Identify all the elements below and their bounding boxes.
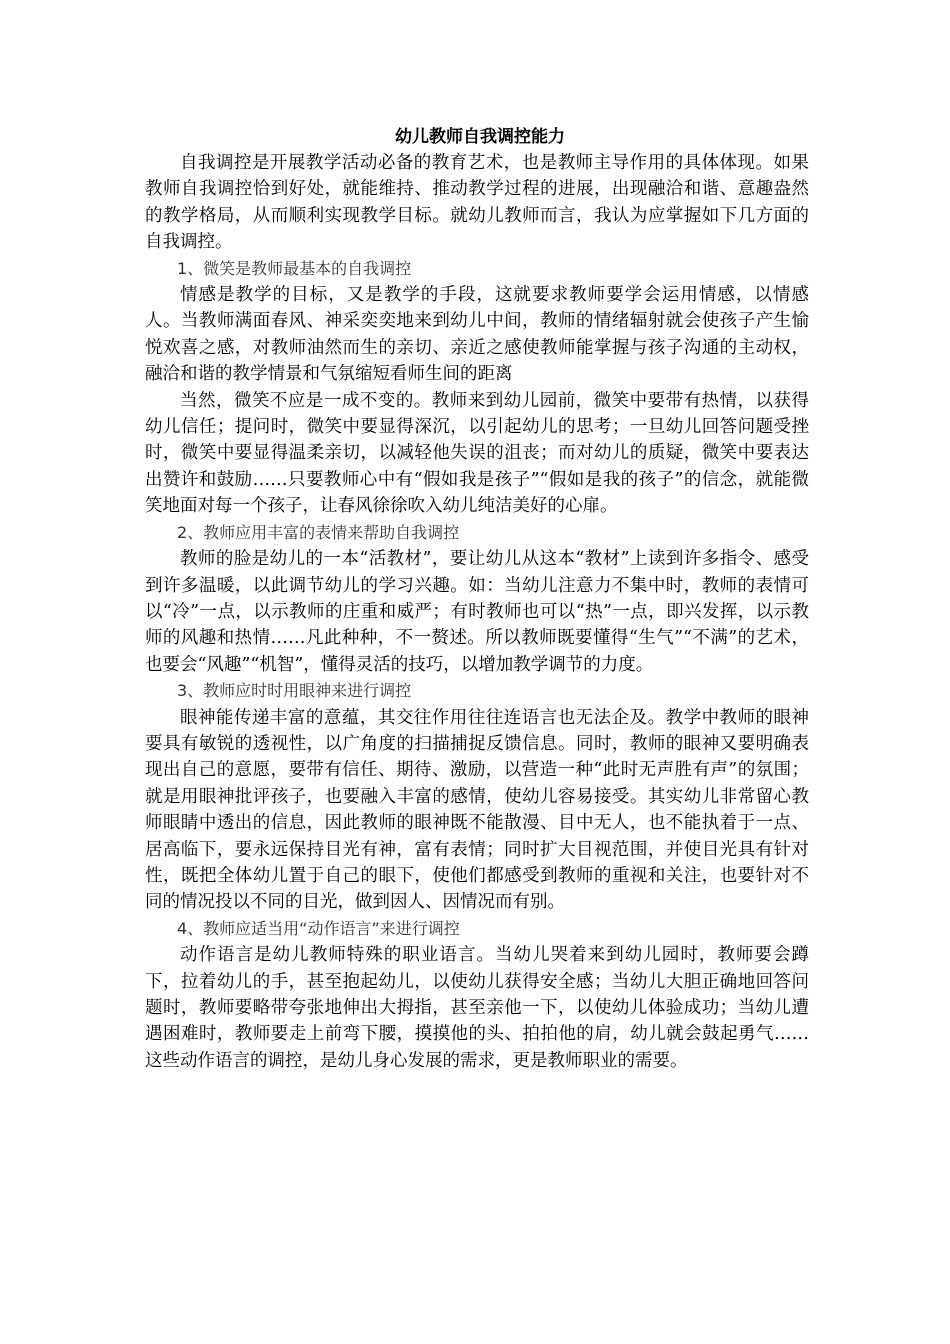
section-1-paragraph-1: 情感是教学的目标，又是教学的手段，这就要求教师要学会运用情感，以情感人。当教师满面春风、神采奕奕地来到幼儿中间，教师的情绪辐射就会使孩子产生愉悦欢喜之感，对教师油然而生的亲切、亲近之感使教师能掌握与孩子沟通的主动权，融洽和谐的教学情景和气氛缩短看师生间的距离 xyxy=(145,285,809,385)
section-heading-2: 2、教师应用丰富的表情来帮助自我调控 xyxy=(177,522,460,542)
section-heading-3: 3、教师应时时用眼神来进行调控 xyxy=(177,681,412,701)
section-3-paragraph-1: 眼神能传递丰富的意蕴，其交往作用往往连语言也无法企及。教学中教师的眼神要具有敏锐的透视性，以广角度的扫描捕捉反馈信息。同时，教师的眼神又要明确表现出自己的意愿，要带有信任、期待、激励，以营造一种“此时无声胜有声”的氛围；就是用眼神批评孩子，也要融入丰富的感情，使幼儿容易接受。其实幼儿非常留心教师眼睛中透出的信息，因此教师的眼神既不能散漫、目中无人，也不能执着于一点、居高临下，要永远保持目光有神，富有表情；同时扩大目视范围，并使目光具有针对性，既把全体幼儿置于自己的眼下，使他们都感受到教师的重视和关注，也要针对不同的情况投以不同的目光，做到因人、因情况而有别。 xyxy=(145,707,809,913)
section-4-paragraph-1: 动作语言是幼儿教师特殊的职业语言。当幼儿哭着来到幼儿园时，教师要会蹲下，拉着幼儿的手，甚至抱起幼儿，以使幼儿获得安全感；当幼儿大胆正确地回答问题时，教师要略带夸张地伸出大拇指，甚至亲他一下，以使幼儿体验成功；当幼儿遭遇困难时，教师要走上前弯下腰，摸摸他的头、拍拍他的肩，幼儿就会鼓起勇气……这些动作语言的调控，是幼儿身心发展的需求，更是教师职业的需要。 xyxy=(145,945,809,1071)
section-2-paragraph-1: 教师的脸是幼儿的一本“活教材”，要让幼儿从这本“教材”上读到许多指令、感受到许多温暖，以此调节幼儿的学习兴趣。如：当幼儿注意力不集中时，教师的表情可以“冷”一点，以示教师的庄重和威严；有时教师也可以“热”一点，即兴发挥，以示教师的风趣和热情……凡此种种，不一赘述。所以教师既要懂得“生气”“不满”的艺术，也要会“风趣”“机智”，懂得灵活的技巧，以增加教学调节的力度。 xyxy=(145,549,809,675)
section-heading-1: 1、微笑是教师最基本的自我调控 xyxy=(177,258,412,278)
document-title: 幼儿教师自我调控能力 xyxy=(395,127,565,147)
section-heading-4: 4、教师应适当用“动作语言”来进行调控 xyxy=(177,918,460,938)
section-1-paragraph-2: 当然，微笑不应是一成不变的。教师来到幼儿园前，微笑中要带有热情，以获得幼儿信任；提问时，微笑中要显得深沉，以引起幼儿的思考；一旦幼儿回答问题受挫时，微笑中要显得温柔亲切，以减轻他失误的沮丧；而对幼儿的质疑，微笑中要表达出赞许和鼓励……只要教师心中有“假如我是孩子”“假如是我的孩子”的信念，就能微笑地面对每一个孩子，让春风徐徐吹入幼儿纯洁美好的心扉。 xyxy=(145,390,809,517)
document-page xyxy=(145,124,809,1074)
intro-paragraph: 自我调控是开展教学活动必备的教育艺术，也是教师主导作用的具体体现。如果教师自我调控恰到好处，就能维持、推动教学过程的进展，出现融洽和谐、意趣盎然的教学格局，从而顺利实现教学目标。就幼儿教师而言，我认为应掌握如下几方面的自我调控。 xyxy=(145,153,809,253)
